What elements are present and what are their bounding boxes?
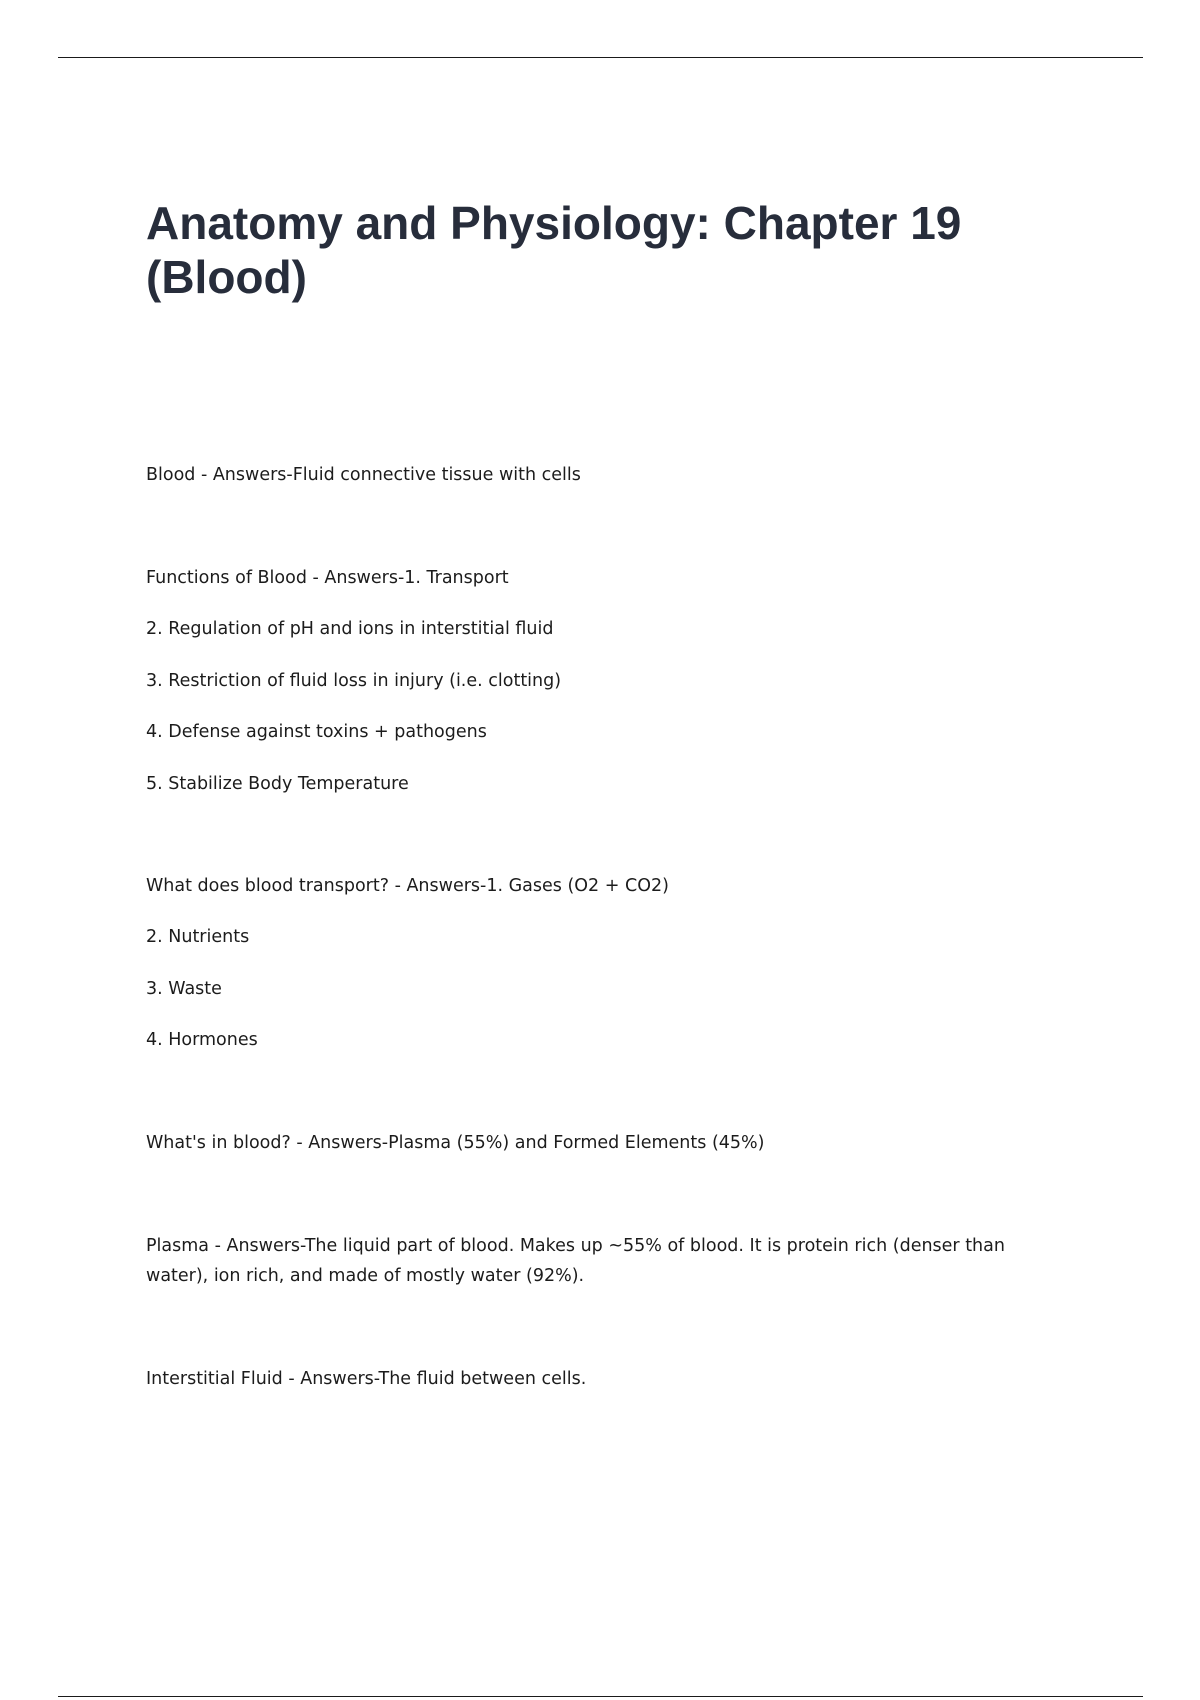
top-rule [58,57,1143,58]
entry-plasma: Plasma - Answers-The liquid part of blood. Makes up ~55% of blood. It is protein rich (denser than water), ion rich, and made of mostly water (92%). [146,1236,1005,1286]
document-title: Anatomy and Physiology: Chapter 19 (Blood) [146,197,962,303]
entry-whats-in-blood: What's in blood? - Answers-Plasma (55%) and Formed Elements (45%) [146,1133,765,1153]
entry-functions-of-blood: Functions of Blood - Answers-1. Transport [146,568,509,588]
entry-blood-transport: What does blood transport? - Answers-1. Gases (O2 + CO2) [146,876,669,896]
list-item: 3. Restriction of fluid loss in injury (i.e. clotting) [146,671,562,691]
entry-blood: Blood - Answers-Fluid connective tissue with cells [146,465,581,485]
list-item: 4. Defense against toxins + pathogens [146,722,487,742]
list-item: 2. Nutrients [146,927,250,947]
list-item: 5. Stabilize Body Temperature [146,774,409,794]
list-item: 4. Hormones [146,1030,258,1050]
list-item: 3. Waste [146,979,222,999]
bottom-rule [58,1696,1143,1697]
list-item: 2. Regulation of pH and ions in interstitial fluid [146,619,554,639]
entry-interstitial-fluid: Interstitial Fluid - Answers-The fluid between cells. [146,1369,587,1389]
